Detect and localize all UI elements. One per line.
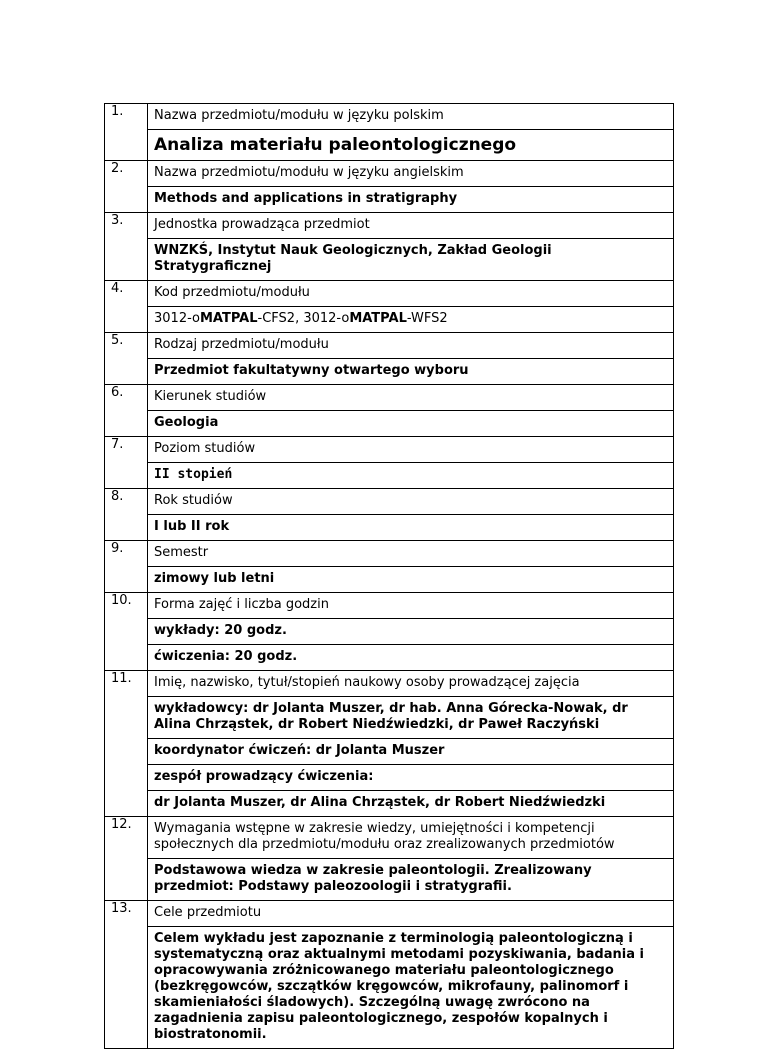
row-number: 5.: [105, 333, 148, 385]
exercise-team: dr Jolanta Muszer, dr Alina Chrząstek, dr Robert Niedźwiedzki: [148, 790, 673, 816]
field-label: Semestr: [148, 541, 673, 567]
field-label: Poziom studiów: [148, 437, 673, 463]
field-label: Nazwa przedmiotu/modułu w języku angielskim: [148, 161, 673, 187]
field-label: Rodzaj przedmiotu/modułu: [148, 333, 673, 359]
table-row: [105, 541, 674, 593]
syllabus-table: [104, 103, 674, 1049]
field-of-study: Geologia: [154, 415, 219, 430]
row-number: 6.: [105, 385, 148, 437]
lecturers: wykładowcy: dr Jolanta Muszer, dr hab. Anna Górecka-Nowak, dr Alina Chrząstek, dr Robert Niedźwiedzki, dr Paweł Raczyński: [154, 701, 628, 732]
field-label: Wymagania wstępne w zakresie wiedzy, umiejętności i kompetencji społecznych dla przedmiotu/modułu oraz zrealizowanych przedmiotów: [148, 817, 673, 859]
study-year: I lub II rok: [154, 519, 230, 534]
table-row: [105, 437, 674, 489]
field-label: Jednostka prowadząca przedmiot: [148, 213, 673, 239]
course-title-en: Methods and applications in stratigraphy: [154, 191, 458, 206]
row-number: 9.: [105, 541, 148, 593]
field-label: Kierunek studiów: [148, 385, 673, 411]
row-number: 13.: [105, 901, 148, 1049]
row-number: 11.: [105, 671, 148, 817]
table-row: [105, 161, 674, 213]
row-number: 1.: [105, 104, 148, 161]
hours-exercises: ćwiczenia: 20 godz.: [148, 644, 673, 670]
row-number: 3.: [105, 213, 148, 281]
unit-value: WNZKŚ, Instytut Nauk Geologicznych, Zakład Geologii Stratygraficznej: [154, 243, 552, 274]
hours-lectures: wykłady: 20 godz.: [154, 623, 287, 638]
table-row: [105, 489, 674, 541]
semester: zimowy lub letni: [154, 571, 275, 586]
field-label: Cele przedmiotu: [148, 901, 673, 927]
exercise-team-label: zespół prowadzący ćwiczenia:: [148, 764, 673, 790]
prerequisites: Podstawowa wiedza w zakresie paleontologii. Zrealizowany przedmiot: Podstawy paleozoologii i stratygrafii.: [154, 863, 592, 894]
course-title-pl: Analiza materiału paleontologicznego: [154, 135, 517, 155]
table-row: [105, 281, 674, 333]
exercise-coordinator: koordynator ćwiczeń: dr Jolanta Muszer: [148, 738, 673, 764]
table-row: [105, 671, 674, 817]
field-label: Kod przedmiotu/modułu: [148, 281, 673, 307]
row-number: 12.: [105, 817, 148, 901]
row-number: 8.: [105, 489, 148, 541]
table-row: [105, 333, 674, 385]
table-row: [105, 385, 674, 437]
row-number: 10.: [105, 593, 148, 671]
table-row: [105, 901, 674, 1049]
field-label: Forma zajęć i liczba godzin: [148, 593, 673, 619]
table-row: [105, 213, 674, 281]
field-label: Rok studiów: [148, 489, 673, 515]
table-row: [105, 593, 674, 671]
course-code: 3012-oMATPAL-CFS2, 3012-oMATPAL-WFS2: [154, 311, 448, 326]
row-number: 7.: [105, 437, 148, 489]
field-label: Imię, nazwisko, tytuł/stopień naukowy osoby prowadzącej zajęcia: [148, 671, 673, 697]
table-row: [105, 817, 674, 901]
row-number: 2.: [105, 161, 148, 213]
course-type: Przedmiot fakultatywny otwartego wyboru: [154, 363, 469, 378]
table-row: [105, 104, 674, 161]
study-level: II stopień: [154, 467, 233, 482]
course-objectives: Celem wykładu jest zapoznanie z terminologią paleontologiczną i systematyczną oraz aktualnymi metodami pozyskiwania, badania i opracowywania zróżnicowanego materiału paleontologicznego (bezkręgowców, szczątków kręgowców, mikrofauny, palinomorf i skamieniałości śladowych). Szczególną uwagę zwrócono na zagadnienia zapisu paleontologicznego, zespołów kopalnych i biostratonomii.: [154, 931, 644, 1042]
row-number: 4.: [105, 281, 148, 333]
field-label: Nazwa przedmiotu/modułu w języku polskim: [148, 104, 673, 130]
